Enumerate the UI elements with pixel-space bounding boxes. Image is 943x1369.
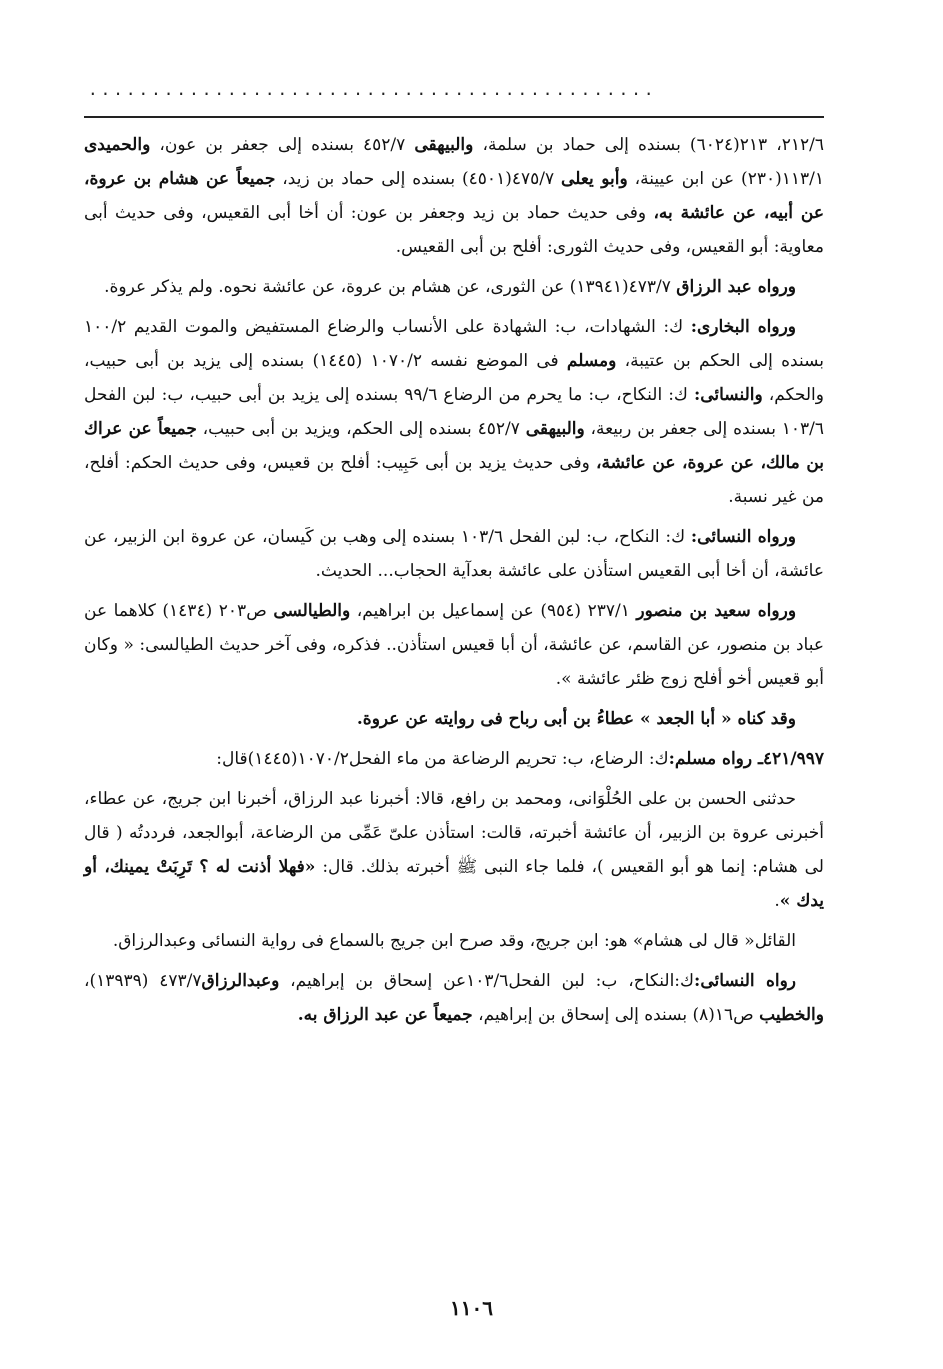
bold-text: والحميدى [84, 135, 151, 155]
bold-text: جميعاً عن عبد الرزاق به. [297, 1005, 473, 1025]
paragraph [84, 520, 824, 588]
paragraph [84, 270, 824, 304]
text-segment: ك:النكاح، ب: لبن الفحل١٠٣/٦عن إسحاق بن إبراهيم، [279, 971, 695, 991]
bold-text: وقد كناه « أبا الجعد » عطاءُ بن أبى رباح فى روايته عن عروة. [356, 709, 796, 729]
text-segment: ص١٦(٨) بسنده إلى إسحاق بن إبراهيم، [472, 1005, 760, 1025]
bold-text: ٤٢١/٩٩٧ـ رواه مسلم: [668, 749, 824, 769]
text-segment: ٤٧٣/٧(١٣٩٤١) عن الثورى، عن هشام بن عروة، عن عائشة نحوه. ولم يذكر عروة. [104, 277, 677, 297]
text-segment: . [774, 891, 780, 911]
paragraph [84, 310, 824, 514]
bold-text: ومسلم [566, 351, 617, 371]
text-segment: حدثنى الحسن بن على الحُلْوَانى، ومحمد بن رافع، قالا: أخبرنا عبد الرزاق، أخبرنا ابن جريج، عن عطاء، أخبرنى عروة بن الزبير، أن عائشة أخبرته، قالت: استأذن علىّ عَمِّى من الرضاعة، أبوالجعد، فرددتُه ( قال لى هشام: إنما هو أبو القعيس )، فلما جاء النبى ﷺ أخبرته بذلك. قال: [84, 789, 824, 877]
text-segment: ٤٥٢/٧ بسنده إلى الحكم، ويزيد بن أبى حبيب، [196, 419, 526, 439]
text-segment: فى الموضع نفسه ١٠٧٠/٢ (١٤٤٥) بسنده إلى يزيد بن أبى حبيب، والحكم، [84, 351, 824, 405]
header-rule [84, 116, 824, 118]
bold-text: ورواه البخارى: [690, 317, 797, 337]
text-segment: ك: الشهادات، ب: الشهادة على الأنساب والرضاع المستفيض والموت القديم ١٠٠/٢ بسنده إلى الحكم بن عتيبة، [84, 317, 824, 371]
text-segment: القائل« قال لى هشام» هو: ابن جريج، وقد صرح ابن جريج بالسماع فى رواية النسائى وعبدالرزاق. [112, 931, 796, 951]
text-segment: ٤٥٢/٧ بسنده إلى جعفر بن عون، [150, 135, 415, 155]
text-segment: وفى حديث يزيد بن أبى حَبِيب: أفلح بن قعيس، وفى حديث الحكم: أفلح، من غير نسبة. [84, 453, 824, 507]
bold-text: والطيالسى [273, 601, 351, 621]
page-number: ١١٠٦ [450, 1296, 493, 1320]
bold-text: جميعاً عن عراك بن مالك، عن عروة، عن عائشة، [84, 419, 824, 473]
bold-text: ورواه سعيد بن منصور [636, 601, 797, 621]
header-dotted-line: ............................................. [88, 80, 657, 99]
bold-text: وأبو يعلى [561, 169, 628, 189]
text-segment: ك: النكاح، ب: لبن الفحل ١٠٣/٦ بسنده إلى وهب بن كَيسان، عن عروة ابن الزبير، عن عائشة، أن أخا أبى القعيس استأذن على عائشة بعدآية الحجاب... الحديث. [84, 527, 824, 581]
paragraph [84, 964, 824, 1032]
bold-text: جميعاً عن هشام بن عروة، عن أبيه، عن عائشة به، [84, 169, 824, 223]
paragraph [84, 128, 824, 264]
bold-text: والنسائى: [693, 385, 763, 405]
paragraph [84, 702, 824, 736]
bold-text: ورواه النسائى: [690, 527, 797, 547]
bold-text: والبيهقى [414, 135, 474, 155]
bold-text: ورواه عبد الرزاق [676, 277, 796, 297]
paragraph [84, 782, 824, 918]
bold-text: والخطيب [759, 1005, 824, 1025]
text-segment: ٤٧٥/٧(٤٥٠١) بسنده إلى حماد بن زيد، [275, 169, 562, 189]
text-segment: ٤٧٣/٧ (١٣٩٣٩)، [84, 971, 202, 991]
paragraph [84, 924, 824, 958]
bold-text: وعبدالرزاق [201, 971, 280, 991]
text-segment: ك: الرضاع، ب: تحريم الرضاعة من ماء الفحل١٠٧٠/٢(١٤٤٥)قال: [216, 749, 669, 769]
bold-text: «فهلا أذنت له ؟ تَرِبَتْ يمينك، أو يدك » [84, 857, 824, 911]
paragraph [84, 594, 824, 696]
paragraph [84, 742, 824, 776]
bold-text: رواه النسائى: [694, 971, 796, 991]
text-segment: ٢٣٧/١ (٩٥٤) عن إسماعيل بن ابراهيم، [350, 601, 637, 621]
text-segment: ص٢٠٣ (١٤٣٤) كلاهما عن عباد بن منصور، عن القاسم، عن عائشة، أن أبا قعيس استأذن.. فذكره، وفى آخر حديث الطيالسى: « وكان أبو قعيس أخو أفلح زوج ظئر عائشة ». [84, 601, 824, 689]
text-segment: ٢١٢/٦، ٢١٣(٦٠٢٤) بسنده إلى حماد بن سلمة، [473, 135, 824, 155]
text-segment: ١١٣/١(٢٣٠) عن ابن عيينة، [627, 169, 824, 189]
footnotes-body [84, 128, 824, 1038]
bold-text: والبيهقى [525, 419, 585, 439]
text-segment: ك: النكاح، ب: ما يحرم من الرضاع ٩٩/٦ بسنده إلى يزيد بن أبى حبيب، ب: لبن الفحل ١٠٣/٦ بسنده إلى جعفر بن ربيعة، [84, 385, 825, 439]
text-segment: وفى حديث حماد بن زيد وجعفر بن عون: أن أخا أبى القعيس، وفى حديث أبى معاوية: أبو القعيس، وفى حديث الثورى: أفلح بن أبى القعيس. [84, 203, 824, 257]
